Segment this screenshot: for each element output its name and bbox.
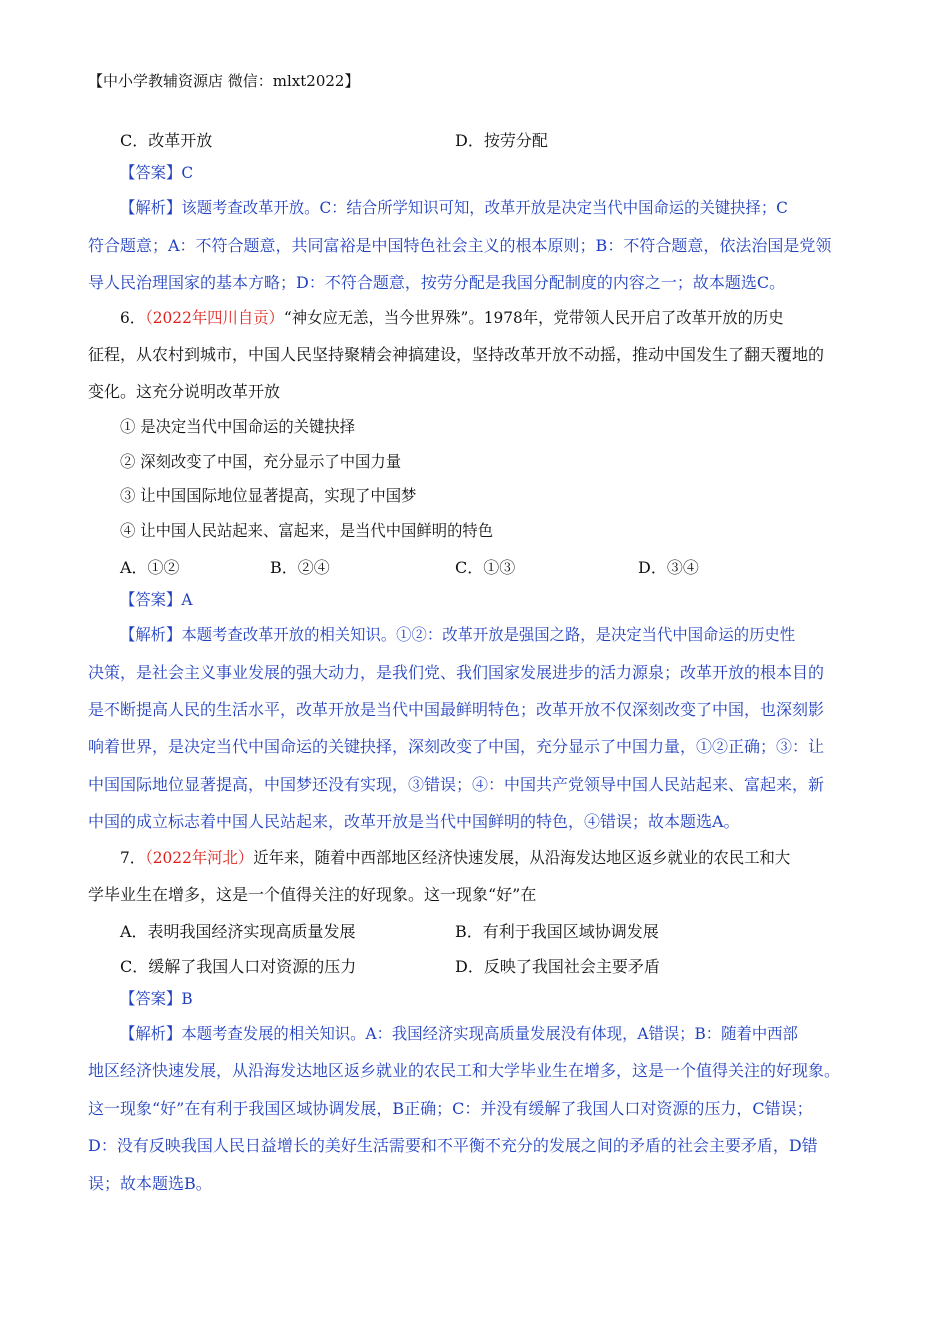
q6-analysis-line: 【解析】本题考查改革开放的相关知识。①②：改革开放是强国之路，是决定当代中国命运的历史性 (120, 625, 796, 644)
q5-option-c: C．改革开放 (120, 131, 213, 150)
q5-analysis-line: 导人民治理国家的基本方略；D：不符合题意，按劳分配是我国分配制度的内容之一；故本题选C。 (88, 273, 786, 292)
q6-stem-text: “神女应无恙，当今世界殊”。1978年，党带领人民开启了改革开放的历史 (283, 308, 784, 327)
q5-analysis-line: 【解析】该题考查改革开放。C：结合所学知识可知，改革开放是决定当代中国命运的关键抉择；C (120, 198, 788, 217)
q6-stem-line: 征程，从农村到城市，中国人民坚持聚精会神搞建设，坚持改革开放不动摇，推动中国发生了翻天覆地的 (88, 345, 825, 364)
q6-number: 6． (120, 308, 146, 327)
q6-option-b: B．②④ (270, 558, 330, 577)
q7-analysis-line: 误；故本题选B。 (88, 1174, 212, 1193)
q6-source: （2022年四川自贡） (145, 308, 284, 327)
q7-analysis-line: 这一现象“好”在有利于我国区域协调发展，B正确；C：并没有缓解了我国人口对资源的压力，C错误； (88, 1099, 813, 1118)
q6-option-c: C．①③ (455, 558, 516, 577)
q7-stem-text: 近年来，随着中西部地区经济快速发展，从沿海发达地区返乡就业的农民工和大 (253, 848, 791, 867)
q6-analysis-line: 是不断提高人民的生活水平，改革开放是当代中国最鲜明特色；改革开放不仅深刻改变了中国，也深刻影 (88, 700, 825, 719)
q6-item: ① 是决定当代中国命运的关键抉择 (120, 417, 356, 436)
q6-item: ④ 让中国人民站起来、富起来，是当代中国鲜明的特色 (120, 521, 494, 540)
q7-answer: 【答案】B (120, 989, 193, 1008)
q7-stem-first-line (120, 848, 868, 868)
q7-option-d: D．反映了我国社会主要矛盾 (455, 957, 660, 976)
q6-item: ③ 让中国国际地位显著提高，实现了中国梦 (120, 486, 417, 505)
q5-answer: 【答案】C (120, 163, 194, 182)
q7-number: 7． (120, 848, 146, 867)
q5-option-d: D．按劳分配 (455, 131, 548, 150)
page-header: 【中小学教辅资源店 微信：mlxt2022】 (88, 72, 360, 90)
q6-analysis-line: 响着世界，是决定当代中国命运的关键抉择，深刻改变了中国，充分显示了中国力量，①②正确；③：让 (88, 737, 825, 756)
q7-analysis-line: D：没有反映我国人民日益增长的美好生活需要和不平衡不充分的发展之间的矛盾的社会主要矛盾，D错 (88, 1136, 818, 1155)
q6-analysis-line: 中国国际地位显著提高，中国梦还没有实现，③错误；④：中国共产党领导中国人民站起来、富起来，新 (88, 775, 825, 794)
q5-analysis-line: 符合题意；A：不符合题意，共同富裕是中国特色社会主义的根本原则；B：不符合题意，依法治国是党领 (88, 236, 832, 255)
q7-analysis-line: 【解析】本题考查发展的相关知识。A：我国经济实现高质量发展没有体现，A错误；B：随着中西部 (120, 1024, 798, 1043)
q6-answer: 【答案】A (120, 590, 193, 609)
q7-analysis-line: 地区经济快速发展，从沿海发达地区返乡就业的农民工和大学毕业生在增多，这是一个值得关注的好现象。 (88, 1061, 841, 1080)
q6-stem-first-line (120, 308, 868, 328)
q7-option-a: A．表明我国经济实现高质量发展 (120, 922, 356, 941)
q7-option-b: B．有利于我国区域协调发展 (455, 922, 659, 941)
q6-analysis-line: 决策，是社会主义事业发展的强大动力，是我们党、我们国家发展进步的活力源泉；改革开放的根本目的 (88, 663, 825, 682)
q6-option-d: D．③④ (638, 558, 699, 577)
q7-stem-line: 学毕业生在增多，这是一个值得关注的好现象。这一现象“好”在 (88, 885, 537, 904)
q6-stem-line: 变化。这充分说明改革开放 (88, 382, 281, 401)
q6-analysis-line: 中国的成立标志着中国人民站起来，改革开放是当代中国鲜明的特色，④错误；故本题选A。 (88, 812, 740, 831)
q6-item: ② 深刻改变了中国，充分显示了中国力量 (120, 452, 402, 471)
q7-source: （2022年河北） (145, 848, 254, 867)
q7-option-c: C．缓解了我国人口对资源的压力 (120, 957, 357, 976)
q6-option-a: A．①② (120, 558, 180, 577)
